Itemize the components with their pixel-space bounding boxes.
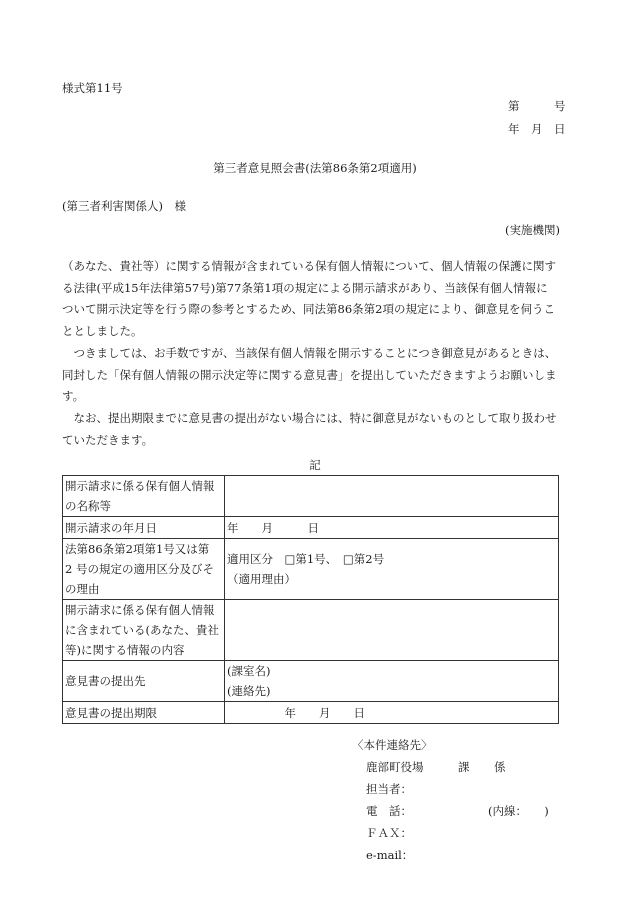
- row-value: [225, 517, 559, 539]
- details-table: [62, 475, 559, 724]
- contact-unit: 係: [494, 760, 506, 774]
- paragraph-line: ていただきます。: [62, 432, 154, 447]
- contact-heading: 〈本件連絡先〉: [352, 738, 433, 752]
- table-row: [63, 476, 559, 517]
- paragraph-line: つきましては、お手数ですが、当該保有個人情報を開示することにつき御意見があるときは、: [62, 346, 557, 360]
- row-label-line: 開示請求に係る保有個人情報: [65, 479, 215, 493]
- row-label-line: 開示請求の年月日: [65, 520, 157, 535]
- row-value: [225, 600, 559, 661]
- row-label: [63, 476, 225, 517]
- row-label: [63, 539, 225, 600]
- contact-email-label: e-mail：: [366, 848, 414, 862]
- row-label: [63, 661, 225, 702]
- paragraph-instructions: [62, 343, 574, 408]
- form-number: 様式第11号: [62, 81, 123, 95]
- paragraph-line: す。: [62, 389, 85, 404]
- table-row: [63, 517, 559, 539]
- row-label-line: の名称等: [65, 499, 111, 513]
- addressee: (第三者利害関係人) 様: [62, 199, 186, 213]
- table-row: [63, 539, 559, 600]
- row-value: [225, 661, 559, 702]
- issue-date: 年 月 日: [508, 122, 566, 136]
- row-value-line: 適用区分 □第1号、 □第2号: [227, 552, 385, 566]
- row-label-line: に含まれている(あなた、貴社: [65, 623, 219, 637]
- row-value-line: 年 月 日: [227, 520, 319, 535]
- row-value-line: (連絡先): [227, 684, 271, 698]
- row-label: [63, 600, 225, 661]
- contact-block: [352, 737, 582, 862]
- paragraph-request: [62, 256, 574, 343]
- row-value: [225, 702, 559, 724]
- row-value-line: (課室名): [227, 664, 271, 678]
- contact-section: 課: [458, 760, 470, 774]
- row-value: [225, 476, 559, 517]
- row-value: [225, 539, 559, 600]
- contact-fax-label: ＦＡＸ：: [366, 826, 412, 840]
- row-label: [63, 702, 225, 724]
- record-heading: 記: [309, 458, 321, 472]
- paragraph-line: （あなた、貴社等）に関する情報が含まれている保有個人情報について、個人情報の保護に関す: [62, 259, 557, 273]
- document-title: 第三者意見照会書(法第86条第2項適用): [213, 161, 417, 175]
- paragraph-line: なお、提出期限までに意見書の提出がない場合には、特に御意見がないものとして取り扱わせ: [62, 411, 557, 425]
- issuer: (実施機関): [505, 223, 560, 237]
- row-label-line: 等)に関する情報の内容: [65, 643, 185, 657]
- row-label-line: 意見書の提出先: [65, 674, 146, 688]
- paragraph-line: 同封した「保有個人情報の開示決定等に関する意見書」を提出していただきますようお願いしま: [62, 367, 557, 382]
- row-label: [63, 517, 225, 539]
- paragraph-deadline-note: [62, 408, 574, 451]
- row-label-line: 意見書の提出期限: [65, 705, 157, 720]
- table-row: [63, 661, 559, 702]
- contact-extension: (内線： ): [488, 804, 549, 818]
- paragraph-line: る法律(平成15年法律第57号)第77条第1項の規定による開示請求があり、当該保有個人情報に: [62, 280, 548, 295]
- document-number: 第 号: [508, 99, 566, 113]
- row-label-line: 開示請求に係る保有個人情報: [65, 603, 215, 617]
- table-row: [63, 600, 559, 661]
- contact-phone-label: 電 話：: [366, 804, 412, 818]
- row-value-line: （適用理由）: [227, 572, 296, 586]
- contact-person-label: 担当者：: [366, 782, 412, 796]
- paragraph-line: ついて開示決定等を行う際の参考とするため、同法第86条第2項の規定により、御意見を伺うこ: [62, 302, 555, 317]
- contact-office: 鹿部町役場: [366, 760, 424, 774]
- row-label-line: 2 号の規定の適用区分及びそ: [65, 562, 214, 576]
- row-label-line: 法第86条第2項第1号又は第: [65, 542, 210, 556]
- row-label-line: の理由: [65, 582, 100, 596]
- row-value-line: 年 月 日: [227, 705, 365, 720]
- paragraph-line: ととしました。: [62, 324, 143, 339]
- table-row: [63, 702, 559, 724]
